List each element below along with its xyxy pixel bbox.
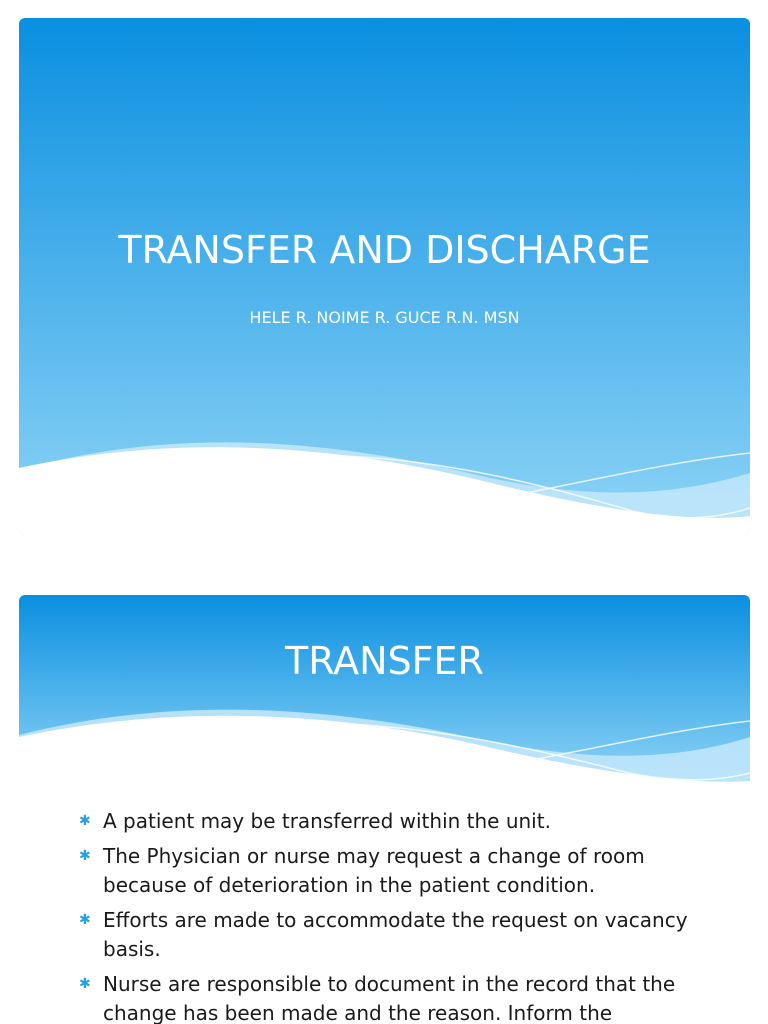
list-item: ✱ Efforts are made to accommodate the request on vacancy basis.: [79, 908, 688, 961]
bullet-list: [79, 807, 719, 1024]
slide-background: [19, 18, 750, 535]
slide-header-background: [19, 595, 750, 785]
list-item: ✱ A patient may be transferred within the unit.: [79, 807, 719, 836]
asterisk-bullet-icon: ✱: [79, 813, 91, 829]
title-slide: [19, 18, 750, 535]
asterisk-bullet-icon: ✱: [79, 912, 91, 928]
slide-title: TRANSFER AND DISCHARGE: [118, 228, 651, 272]
content-slide: [19, 595, 750, 1024]
slide-title: TRANSFER: [285, 639, 484, 683]
list-item: ✱ The Physician or nurse may request a change of room because of deterioration in the patient condition.: [79, 844, 645, 897]
asterisk-bullet-icon: ✱: [79, 848, 91, 864]
slide-subtitle: HELE R. NOIME R. GUCE R.N. MSN: [249, 308, 520, 327]
list-item: ✱ Nurse are responsible to document in the record that the change has been made and the reason. Inform the: [79, 972, 676, 1024]
asterisk-bullet-icon: ✱: [79, 976, 91, 992]
